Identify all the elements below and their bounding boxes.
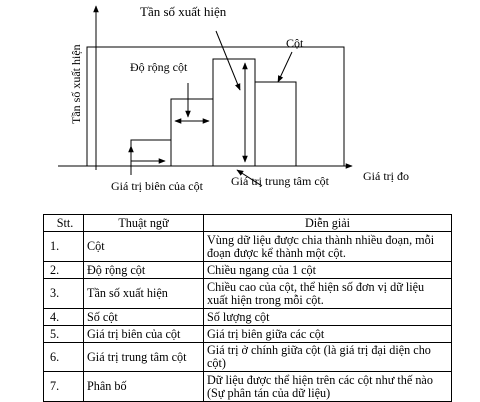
x-axis-title: Giá trị đo bbox=[363, 169, 409, 183]
row-stt: 2. bbox=[44, 262, 84, 279]
histogram-bar bbox=[171, 99, 213, 166]
row-term: Cột bbox=[84, 232, 204, 262]
column-pointer bbox=[278, 52, 292, 82]
row-description: Vùng dữ liệu được chia thành nhiều đoạn, mỗi đoạn được kể thành một cột. bbox=[204, 232, 452, 262]
row-description: Chiều cao của cột, thể hiện số đơn vị dữ liệu xuất hiện trong mỗi cột. bbox=[204, 279, 452, 309]
row-description: Số lượng cột bbox=[204, 309, 452, 326]
row-description: Giá trị ở chính giữa cột (là giá trị đại diện cho cột) bbox=[204, 343, 452, 372]
row-term: Giá trị biên của cột bbox=[84, 326, 204, 343]
column-label: Cột bbox=[286, 36, 304, 50]
center-label: Giá trị trung tâm cột bbox=[231, 174, 329, 188]
frame-rect bbox=[87, 47, 344, 166]
row-stt: 7. bbox=[44, 372, 84, 402]
row-term: Giá trị trung tâm cột bbox=[84, 343, 204, 372]
y-axis-title: Tần số xuất hiện bbox=[140, 4, 227, 19]
table-row bbox=[44, 309, 452, 326]
header-description: Diễn giải bbox=[204, 215, 452, 232]
row-stt: 6. bbox=[44, 343, 84, 372]
row-stt: 4. bbox=[44, 309, 84, 326]
row-term: Phân bố bbox=[84, 372, 204, 402]
header-stt: Stt. bbox=[44, 215, 84, 232]
table-row bbox=[44, 262, 452, 279]
table-row bbox=[44, 279, 452, 309]
row-description: Dữ liệu được thể hiện trên các cột như thế nào (Sự phân tán của dữ liệu) bbox=[204, 372, 452, 402]
histogram-bar bbox=[131, 140, 171, 166]
boundary-label: Giá trị biên của cột bbox=[111, 179, 203, 193]
table-row bbox=[44, 232, 452, 262]
row-description: Giá trị biên giữa các cột bbox=[204, 326, 452, 343]
width-label: Độ rộng cột bbox=[130, 60, 188, 74]
table-row bbox=[44, 343, 452, 372]
row-description: Chiều ngang của 1 cột bbox=[204, 262, 452, 279]
histogram-bar bbox=[255, 82, 296, 166]
row-term: Số cột bbox=[84, 309, 204, 326]
row-term: Độ rộng cột bbox=[84, 262, 204, 279]
row-term: Tần số xuất hiện bbox=[84, 279, 204, 309]
row-stt: 5. bbox=[44, 326, 84, 343]
row-stt: 1. bbox=[44, 232, 84, 262]
freq-pointer bbox=[216, 31, 240, 90]
table-row bbox=[44, 372, 452, 402]
header-term: Thuật ngữ bbox=[84, 215, 204, 232]
terms-table bbox=[43, 214, 452, 402]
table-header-row bbox=[44, 215, 452, 232]
row-stt: 3. bbox=[44, 279, 84, 309]
y-axis-label: Tần số xuất hiện bbox=[69, 44, 83, 124]
table-row bbox=[44, 326, 452, 343]
